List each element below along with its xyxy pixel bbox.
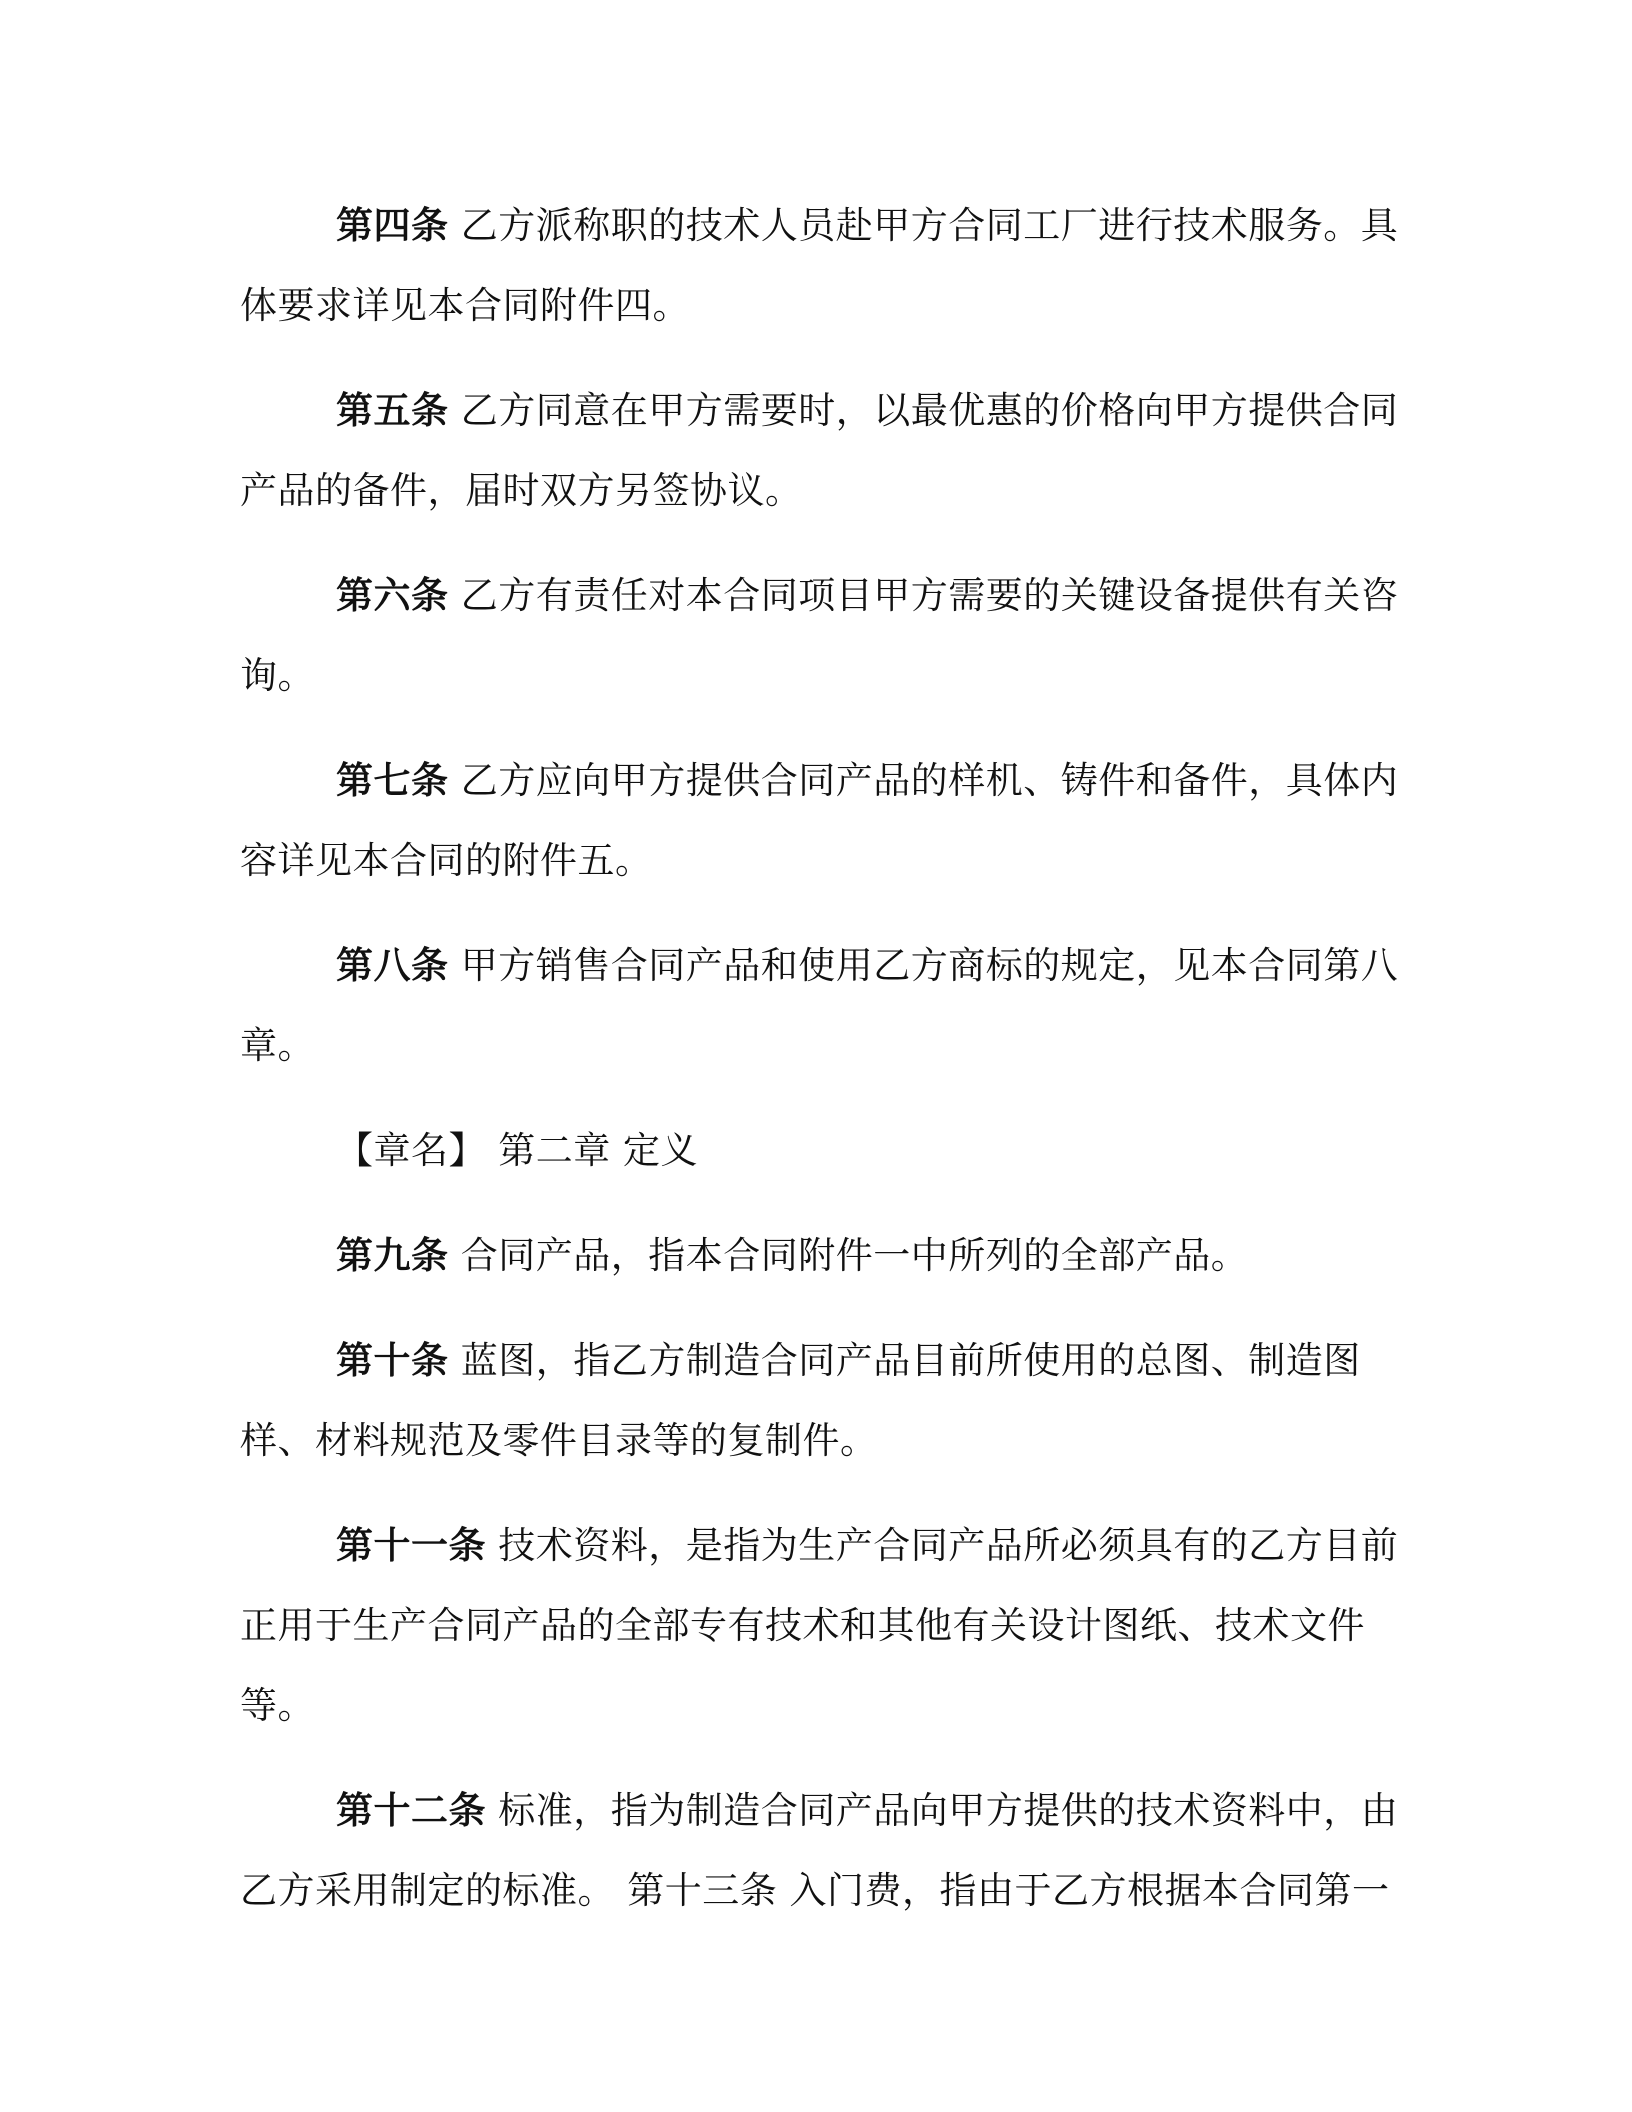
document-body [240, 186, 1400, 1956]
article-6 [240, 556, 1400, 716]
article-text: 标准，指为制造合同产品向甲方提供的技术资料中，由乙方采用制定的标准。 第十三条 入门费，指由于乙方根据本合同第一 [240, 1789, 1399, 1912]
article-label: 第五条 [336, 389, 449, 432]
article-9 [240, 1216, 1400, 1296]
article-7 [240, 741, 1400, 901]
article-text: 蓝图，指乙方制造合同产品目前所使用的总图、制造图样、材料规范及零件目录等的复制件。 [240, 1339, 1361, 1462]
article-10 [240, 1321, 1400, 1481]
article-text: 乙方同意在甲方需要时，以最优惠的价格向甲方提供合同产品的备件，届时双方另签协议。 [240, 389, 1399, 512]
article-5 [240, 371, 1400, 531]
chapter-heading: 【章名】 第二章 定义 [336, 1129, 699, 1172]
article-label: 第十二条 [336, 1789, 486, 1832]
article-12 [240, 1771, 1400, 1931]
article-text: 甲方销售合同产品和使用乙方商标的规定，见本合同第八章。 [240, 944, 1399, 1067]
article-label: 第七条 [336, 759, 449, 802]
article-label: 第四条 [336, 204, 449, 247]
article-8 [240, 926, 1400, 1086]
article-text: 乙方应向甲方提供合同产品的样机、铸件和备件，具体内容详见本合同的附件五。 [240, 759, 1399, 882]
article-text: 乙方有责任对本合同项目甲方需要的关键设备提供有关咨询。 [240, 574, 1399, 697]
article-label: 第十条 [336, 1339, 449, 1382]
article-label: 第十一条 [336, 1524, 486, 1567]
article-4 [240, 186, 1400, 346]
article-label: 第六条 [336, 574, 449, 617]
article-11 [240, 1506, 1400, 1746]
article-text: 合同产品，指本合同附件一中所列的全部产品。 [448, 1234, 1249, 1277]
article-text: 乙方派称职的技术人员赴甲方合同工厂进行技术服务。具体要求详见本合同附件四。 [240, 204, 1399, 327]
article-label: 第九条 [336, 1234, 449, 1277]
article-label: 第八条 [336, 944, 449, 987]
article-text: 技术资料，是指为生产合同产品所必须具有的乙方目前正用于生产合同产品的全部专有技术和其他有关设计图纸、技术文件等。 [240, 1524, 1399, 1727]
